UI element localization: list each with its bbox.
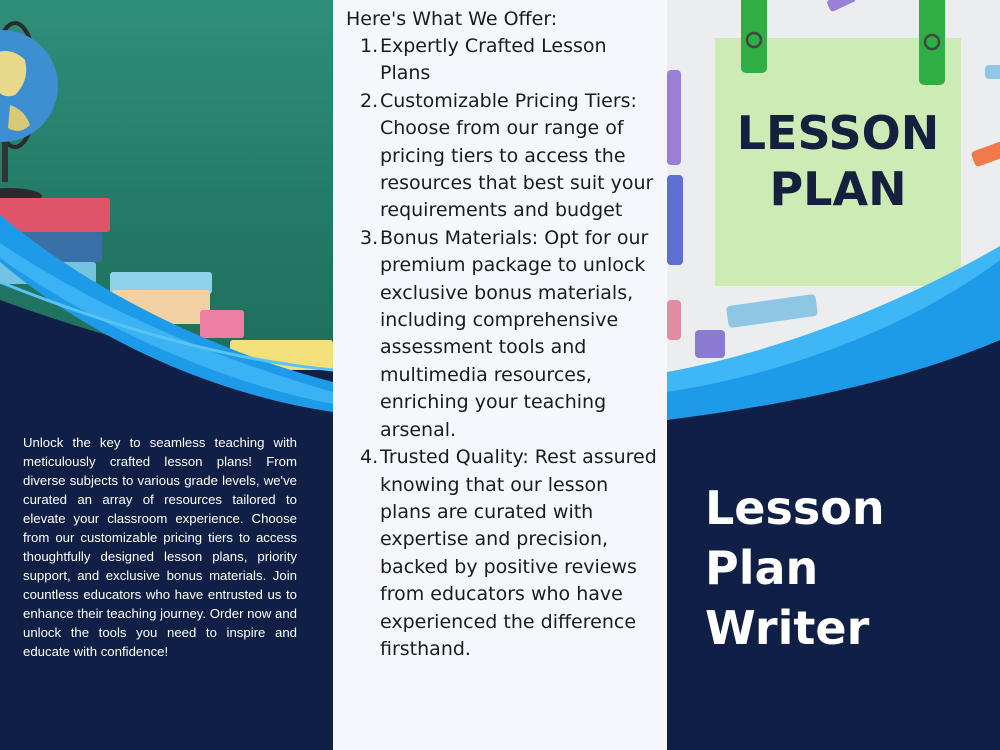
intro-text: Unlock the key to seamless teaching with meticulously crafted lesson plans! From diverse subjects to various grade levels, we've curated an array of resources tailored to elevate your classroom experience. Choose from our customizable pricing tiers to access thoughtfully designed lesson plans, priority support, and exclusive bonus materials. Join countless educators who have entrusted us to enhance their teaching journey. Order now and unlock the tools you need to inspire and educate with confidence! xyxy=(23,435,297,659)
offer-text: Expertly Crafted Lesson Plans xyxy=(380,35,607,85)
note-title: LESSON PLAN xyxy=(736,106,940,216)
offer-item xyxy=(346,225,658,444)
offer-item xyxy=(346,33,658,88)
left-panel xyxy=(0,0,333,750)
offer-number: 4. xyxy=(360,446,379,469)
offer-item xyxy=(346,88,658,225)
offer-text: Bonus Materials: Opt for our premium package to unlock exclusive bonus materials, including comprehensive assessment tools and multimedia resources, enriching your teaching arsenal. xyxy=(380,226,649,441)
right-panel xyxy=(667,0,1000,750)
offer-text: Customizable Pricing Tiers: Choose from our range of pricing tiers to access the resources that best suit your requirements and budget xyxy=(380,89,654,222)
offer-number: 1. xyxy=(360,35,379,57)
offer-item xyxy=(346,444,658,663)
middle-panel xyxy=(333,0,667,750)
offers-list xyxy=(346,33,658,663)
globe-icon xyxy=(0,23,58,204)
product-title: Lesson Plan Writer xyxy=(705,481,885,655)
offer-number: 2. xyxy=(360,89,379,112)
offers-heading: Here's What We Offer: xyxy=(346,8,558,30)
offer-text: Trusted Quality: Rest assured knowing that our lesson plans are curated with expertise and precision, backed by positive reviews from educators who have experienced the difference firsthand. xyxy=(380,446,657,660)
offer-number: 3. xyxy=(360,226,379,249)
